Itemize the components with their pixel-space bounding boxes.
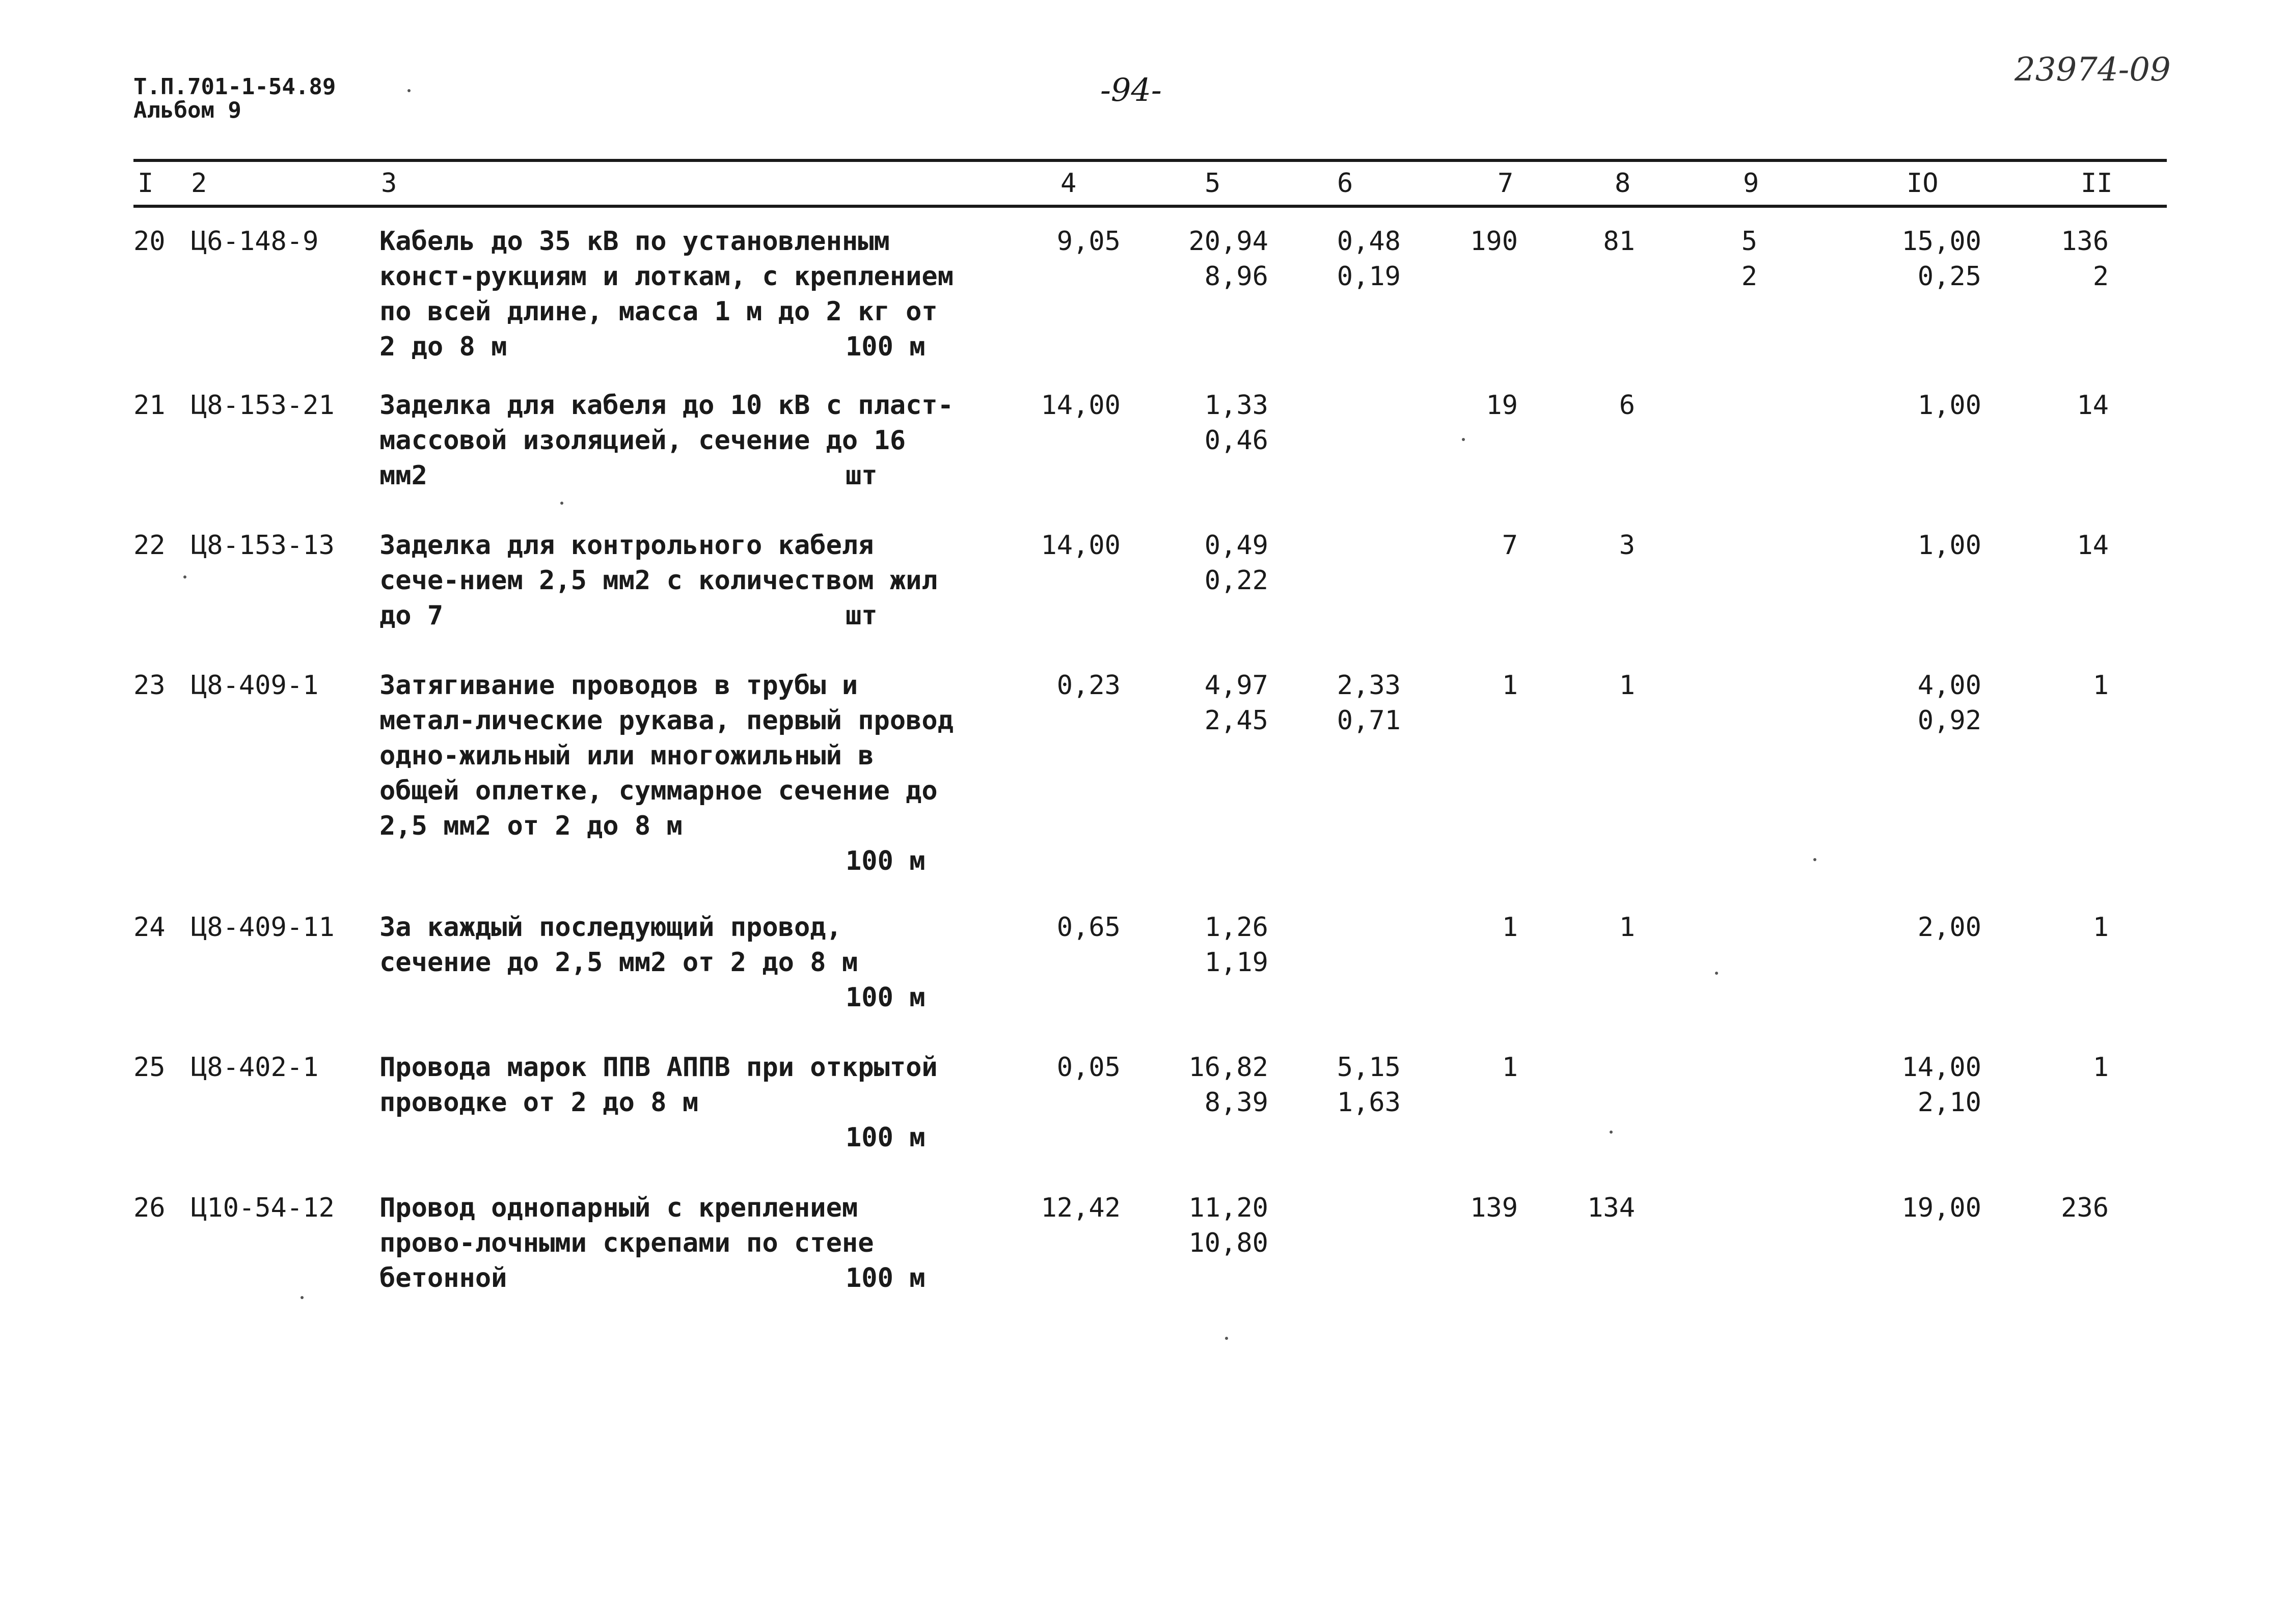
col5-value-top: 11,20: [1188, 1193, 1268, 1223]
col4-value: 14,00: [1041, 390, 1121, 421]
col5-value-bottom: 8,96: [1204, 261, 1268, 292]
col10-value-bottom: 0,25: [1917, 261, 1981, 292]
col10-value-bottom: 0,92: [1917, 705, 1981, 736]
document-designation: [133, 75, 336, 122]
work-description: Провода марок ППВ АППВ при открытой проводке от 2 до 8 м: [379, 1052, 938, 1118]
unit-of-measure: 100 м: [846, 332, 926, 362]
col9-value-top: 5: [1741, 226, 1757, 257]
work-description: Заделка для кабеля до 10 кВ с пласт-массовой изоляцией, сечение до 16 мм2: [379, 390, 954, 491]
scan-speck: [1715, 972, 1718, 975]
col11-value-top: 14: [2077, 390, 2109, 421]
col4-value: 9,05: [1056, 226, 1121, 257]
row-number: 21: [133, 390, 166, 421]
col6-value-top: 2,33: [1337, 670, 1401, 701]
row-number: 23: [133, 670, 166, 701]
col5-value-bottom: 0,46: [1204, 425, 1268, 456]
table-header-rule: [133, 205, 2167, 208]
col5-value-top: 20,94: [1188, 226, 1268, 257]
rate-code: Ц8-153-13: [191, 530, 335, 561]
rate-code: Ц8-409-1: [191, 670, 319, 701]
unit-of-measure: 100 м: [846, 846, 926, 876]
col11-value-top: 136: [2061, 226, 2109, 257]
col10-value-top: 2,00: [1917, 912, 1981, 943]
scan-speck: [1462, 438, 1465, 441]
document-code: Т.П.701-1-54.89: [133, 74, 336, 100]
row-number: 22: [133, 530, 166, 561]
col5-value-bottom: 0,22: [1204, 565, 1268, 596]
col10-value-top: 15,00: [1901, 226, 1981, 257]
col10-value-bottom: 2,10: [1917, 1087, 1981, 1118]
col6-value-bottom: 1,63: [1337, 1087, 1401, 1118]
col-head-9: 9: [1743, 168, 1759, 199]
unit-of-measure: 100 м: [846, 1122, 926, 1153]
col10-value-top: 19,00: [1901, 1193, 1981, 1223]
unit-of-measure: 100 м: [846, 982, 926, 1013]
rate-code: Ц8-409-11: [191, 912, 335, 943]
scan-speck: [301, 1296, 304, 1299]
col-head-3: 3: [381, 168, 397, 199]
scan-speck: [560, 502, 563, 505]
col10-value-top: 4,00: [1917, 670, 1981, 701]
col11-value-top: 236: [2061, 1193, 2109, 1223]
col5-value-top: 1,26: [1204, 912, 1268, 943]
col-head-8: 8: [1615, 168, 1631, 199]
row-number: 25: [133, 1052, 166, 1083]
page-number: -94-: [1100, 71, 1162, 108]
col8-value: 1: [1619, 912, 1635, 943]
rate-code: Ц10-54-12: [191, 1193, 335, 1223]
col-head-7: 7: [1498, 168, 1514, 199]
col5-value-top: 4,97: [1204, 670, 1268, 701]
col6-value-bottom: 0,71: [1337, 705, 1401, 736]
col9-value-bottom: 2: [1741, 261, 1757, 292]
rate-code: Ц6-148-9: [191, 226, 319, 257]
col4-value: 12,42: [1041, 1193, 1121, 1223]
col5-value-top: 16,82: [1188, 1052, 1268, 1083]
col5-value-top: 1,33: [1204, 390, 1268, 421]
unit-of-measure: 100 м: [846, 1263, 926, 1293]
col-head-11: II: [2081, 168, 2113, 199]
col-head-4: 4: [1060, 168, 1077, 199]
col5-value-top: 0,49: [1204, 530, 1268, 561]
col-head-6: 6: [1337, 168, 1353, 199]
album-number: Альбом 9: [133, 97, 241, 123]
work-description: Затягивание проводов в трубы и метал-лические рукава, первый провод одно-жильный или многожильный в общей оплетке, суммарное сечение до 2,5 мм2 от 2 до 8 м: [379, 670, 954, 841]
col-head-2: 2: [191, 168, 207, 199]
col11-value-bottom: 2: [2092, 261, 2109, 292]
col5-value-bottom: 2,45: [1204, 705, 1268, 736]
col6-value-top: 0,48: [1337, 226, 1401, 257]
col8-value: 1: [1619, 670, 1635, 701]
col5-value-bottom: 10,80: [1188, 1228, 1268, 1258]
row-number: 24: [133, 912, 166, 943]
col7-value: 19: [1486, 390, 1518, 421]
col7-value: 1: [1502, 670, 1518, 701]
scan-speck: [183, 575, 186, 579]
scan-speck: [1610, 1131, 1613, 1134]
col10-value-top: 14,00: [1901, 1052, 1981, 1083]
col7-value: 7: [1502, 530, 1518, 561]
col8-value: 6: [1619, 390, 1635, 421]
col6-value-top: 5,15: [1337, 1052, 1401, 1083]
col8-value: 81: [1603, 226, 1635, 257]
scan-speck: [1813, 858, 1816, 861]
col5-value-bottom: 1,19: [1204, 947, 1268, 978]
col11-value-top: 1: [2092, 1052, 2109, 1083]
stamp-number: 23974-09: [2015, 51, 2171, 89]
col4-value: 0,65: [1056, 912, 1121, 943]
unit-of-measure: шт: [846, 460, 878, 491]
col-head-5: 5: [1205, 168, 1221, 199]
col5-value-bottom: 8,39: [1204, 1087, 1268, 1118]
col8-value: 134: [1587, 1193, 1635, 1223]
col6-value-bottom: 0,19: [1337, 261, 1401, 292]
col10-value-top: 1,00: [1917, 530, 1981, 561]
work-description: Кабель до 35 кВ по установленным конст-рукциям и лоткам, с креплением по всей длине, масса 1 м до 2 кг от 2 до 8 м: [379, 226, 954, 362]
col11-value-top: 14: [2077, 530, 2109, 561]
col-head-10: IO: [1907, 168, 1939, 199]
col7-value: 190: [1470, 226, 1518, 257]
work-description: Провод однопарный с креплением прово-лочными скрепами по стене бетонной: [379, 1193, 874, 1293]
scan-speck: [407, 89, 411, 92]
col4-value: 14,00: [1041, 530, 1121, 561]
row-number: 20: [133, 226, 166, 257]
col11-value-top: 1: [2092, 670, 2109, 701]
work-description: За каждый последующий провод, сечение до 2,5 мм2 от 2 до 8 м: [379, 912, 858, 978]
row-number: 26: [133, 1193, 166, 1223]
col8-value: 3: [1619, 530, 1635, 561]
table-top-rule: [133, 159, 2167, 162]
unit-of-measure: шт: [846, 600, 878, 631]
col7-value: 1: [1502, 1052, 1518, 1083]
work-description: Заделка для контрольного кабеля сече-нием 2,5 мм2 с количеством жил до 7: [379, 530, 938, 631]
scan-speck: [1225, 1337, 1228, 1340]
col4-value: 0,23: [1056, 670, 1121, 701]
rate-code: Ц8-153-21: [191, 390, 335, 421]
rate-code: Ц8-402-1: [191, 1052, 319, 1083]
col10-value-top: 1,00: [1917, 390, 1981, 421]
col-head-1: I: [138, 168, 154, 199]
col11-value-top: 1: [2092, 912, 2109, 943]
col4-value: 0,05: [1056, 1052, 1121, 1083]
col7-value: 139: [1470, 1193, 1518, 1223]
col7-value: 1: [1502, 912, 1518, 943]
